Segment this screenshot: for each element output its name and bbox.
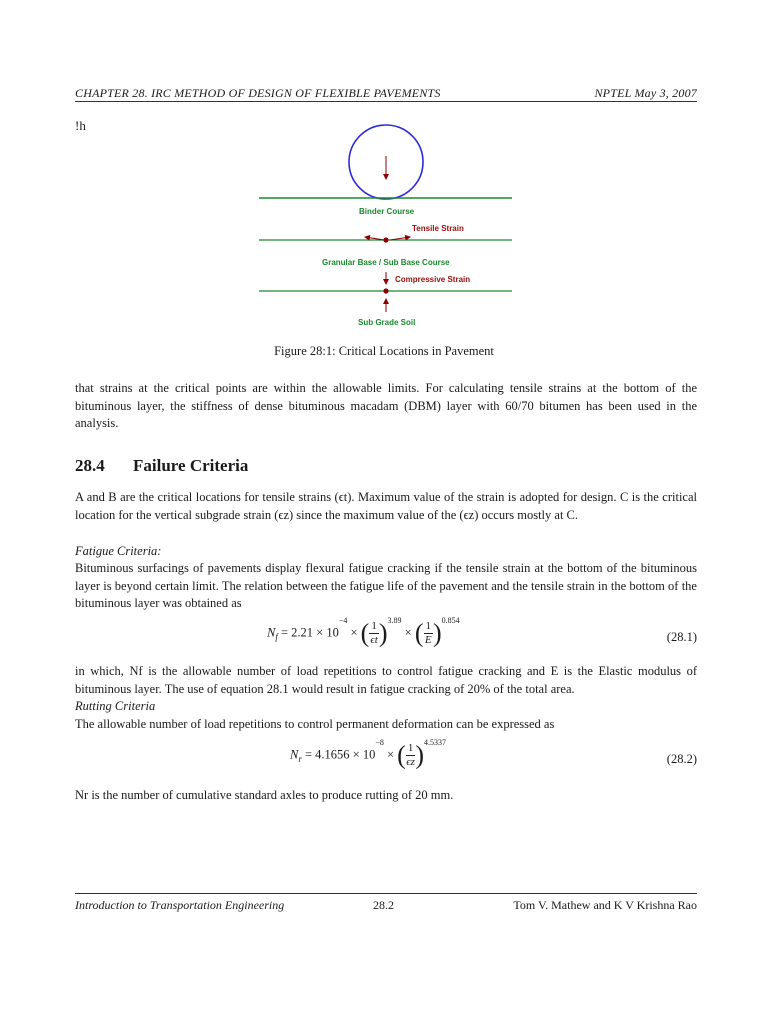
- compressive-strain-label: Compressive Strain: [395, 275, 471, 284]
- eq1-lhs-sub: f: [275, 631, 278, 642]
- eq1-coef-exp: −4: [338, 616, 348, 625]
- eq1-num-2: 1: [425, 620, 431, 632]
- section-number: 28.4: [75, 456, 105, 475]
- eq2-num: 1: [407, 742, 414, 754]
- eq1-times-2: ×: [404, 625, 412, 640]
- eq1-fraction-2: [424, 620, 434, 647]
- paragraph-2: A and B are the critical locations for tensile strains (ϵt). Maximum value of the strain is adopted for design. C is the critical location for the vertical subgrade strain (ϵz) since the maximum value of the (ϵz) occurs mostly at C.: [75, 490, 697, 522]
- binder-course-label: Binder Course: [359, 207, 415, 216]
- granular-base-label: Granular Base / Sub Base Course: [322, 258, 450, 267]
- paragraph-4: in which, Nf is the allowable number of load repetitions to control fatigue cracking and E is the Elastic modulus of bituminous layer. The use of equation 28.1 would result in fatigue cracking of 20% of the total area.: [75, 664, 697, 696]
- eq2-fraction: [406, 742, 416, 769]
- header-chapter-title: CHAPTER 28. IRC METHOD OF DESIGN OF FLEXIBLE PAVEMENTS: [75, 86, 441, 100]
- paragraph-1: that strains at the critical points are within the allowable limits. For calculating tensile strains at the bottom of the bituminous layer, the stiffness of dense bituminous macadam (DBM) layer with 60/70 bitumen has been used in the analysis.: [75, 381, 697, 430]
- eq1-fraction-1: [369, 620, 379, 647]
- header-date: NPTEL May 3, 2007: [594, 86, 697, 100]
- eq2-times: ×: [386, 747, 395, 762]
- eq1-label: (28.1): [666, 630, 697, 644]
- fatigue-heading: Fatigue Criteria:: [75, 544, 162, 558]
- rutting-heading: Rutting Criteria: [75, 699, 156, 713]
- figure-caption: Figure 28:1: Critical Locations in Pavement: [274, 344, 494, 358]
- equation-28-1: $N_f = 2.21 \times 10^{-4}$ × ( $\frac{1}{\epsilon t}$ )$^{3.89}$ × ( $\frac{1}{E}$ )$^{0.854}$ (28.1): [267, 616, 697, 648]
- eq2-coef: = 4.1656 × 10: [304, 747, 376, 762]
- eq2-coef-exp: −8: [375, 738, 384, 747]
- eq2-label: (28.2): [666, 752, 697, 766]
- eq2-lhs: N: [290, 747, 299, 762]
- eq1-exp-1: 3.89: [387, 616, 402, 625]
- paragraph-3: Bituminous surfacings of pavements display flexural fatigue cracking if the tensile strain at the bottom of the bituminous layer is beyond certain limit. The relation between the fatigue life of the pavement and the tensile strain in the bottom of the bituminous layer was obtained as: [75, 561, 697, 610]
- paragraph-5: The allowable number of load repetitions to control permanent deformation can be expressed as: [75, 717, 555, 731]
- pavement-figure: [0, 120, 768, 340]
- eq1-exp-2: 0.854: [441, 616, 460, 625]
- eq2-den: ϵz: [406, 756, 415, 768]
- footer-authors: Tom V. Mathew and K V Krishna Rao: [513, 898, 697, 912]
- tensile-point: [383, 237, 388, 242]
- eq1-den-1: ϵt: [370, 634, 378, 646]
- tensile-strain-label: Tensile Strain: [412, 224, 464, 233]
- eq1-coef: = 2.21 × 10: [280, 625, 339, 640]
- subgrade-soil-label: Sub Grade Soil: [358, 318, 416, 327]
- eq2-lhs-sub: r: [298, 753, 302, 764]
- section-title: Failure Criteria: [133, 456, 249, 475]
- eq1-den-2: E: [424, 634, 432, 646]
- eq1-lhs: N: [267, 625, 276, 640]
- paragraph-6: Nr is the number of cumulative standard axles to produce rutting of 20 mm.: [75, 788, 454, 802]
- eq1-num-1: 1: [371, 620, 377, 632]
- page-header: [75, 86, 697, 101]
- section-heading: [75, 456, 248, 476]
- footer-book-title: Introduction to Transportation Engineering: [75, 898, 285, 912]
- compressive-point: [383, 288, 388, 293]
- page-number: 28.2: [373, 898, 394, 912]
- footer-rule: [75, 893, 697, 894]
- eq2-exp: 4.5337: [424, 738, 447, 747]
- equation-28-2: $N_r = 4.1656 \times 10^{-8}$ × ( $\frac{1}{\epsilon z}$ )$^{4.5337}$ (28.2): [290, 738, 697, 770]
- header-rule: [75, 101, 697, 102]
- eq1-times-1: ×: [350, 625, 358, 640]
- stray-text: !h: [75, 118, 86, 133]
